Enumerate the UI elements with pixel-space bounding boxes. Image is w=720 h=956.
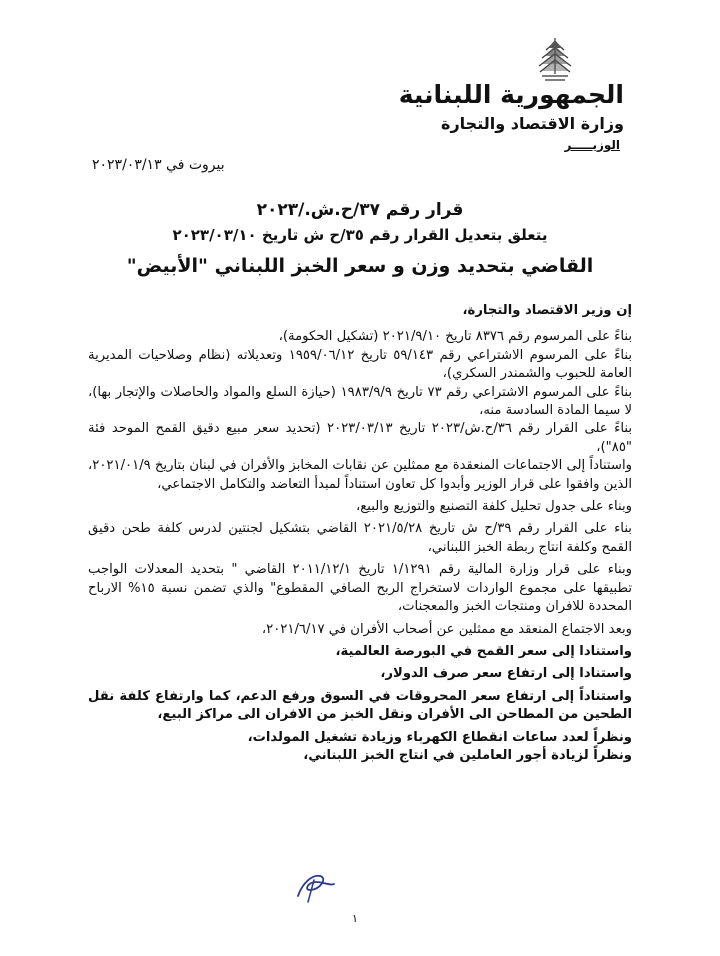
- clause: واستنادا إلى سعر القمح في البورصة العالمية،: [335, 643, 632, 659]
- decision-subject: القاضي بتحديد وزن و سعر الخبز اللبناني "الأبيض": [126, 255, 594, 277]
- clause: بناء على القرار رقم ٣٩/ح ش تاريخ ٢٠٢١/٥/٢٨ القاضي بتشكيل لجنتين لدرس كلفة طحن دقيق القمح وكلفة انتاج ربطة الخبز اللبناني،: [88, 521, 632, 555]
- clause: وبناء على قرار وزارة المالية رقم ١/١٢٩١ تاريخ ٢٠١١/١٢/١ القاضي " بتحديد المعدلات الواجب تطبيقها على مجموع الواردات لاستخراج الربح الصافي المقطوع" والذي تضمن نسبة ١٥% الارباح المحددة للافران ومنتجات الخبز والمعجنات،: [88, 562, 633, 615]
- clause: واستنادا إلى ارتفاع سعر صرف الدولار،: [380, 666, 632, 682]
- handwritten-signature-icon: [290, 866, 340, 906]
- clause: بناءً على المرسوم رقم ٨٣٧٦ تاريخ ٢٠٢١/٩/١٠ (تشكيل الحكومة)،: [278, 329, 632, 345]
- clause: وبناء على جدول تحليل كلفة التصنيع والتوزيع والبيع،: [356, 499, 632, 515]
- clause: بناءً على المرسوم الاشتراعي رقم ٧٣ تاريخ ١٩٨٣/٩/٩ (حيازة السلع والمواد والحاصلات والإتجار بها)، لا سيما المادة السادسة منه،: [88, 384, 632, 419]
- clause: ونظراً لعدد ساعات انقطاع الكهرباء وزيادة تشغيل المولدات،: [247, 729, 632, 745]
- clause: ونظراً لزيادة أجور العاملين في انتاج الخبز اللبناني،: [303, 747, 632, 763]
- clause: واستناداً إلى الاجتماعات المنعقدة مع ممثلين عن نقابات المخابز والأفران في لبنان بتاريخ ٢٠٢١/٠١/٩، الذين وافقوا على قرار الوزير وأبدوا كل تعاون استناداً لمبدأ التعاضد والتكامل الاجتماعي،: [88, 458, 632, 492]
- page-number: ١: [352, 912, 358, 925]
- place-date: بيروت في ٢٠٢٣/٠٣/١٣: [92, 157, 225, 173]
- clause: بناءً على القرار رقم ٣٦/ح.ش/٢٠٢٣ تاريخ ٢٠٢٣/٠٣/١٣ (تحديد سعر مبيع دقيق القمح الموحد فئة "٨٥")،: [88, 421, 633, 455]
- cedar-emblem-icon: [534, 34, 576, 82]
- ministry-name: وزارة الاقتصاد والتجارة: [441, 114, 624, 133]
- opening-line: إن وزير الاقتصاد والتجارة،: [462, 303, 632, 318]
- republic-title: الجمهورية اللبنانية: [398, 80, 624, 109]
- clause: وبعد الاجتماع المنعقد مع ممثلين عن أصحاب الأفران في ٢٠٢١/٦/١٧،: [261, 621, 632, 637]
- minister-label: الوزيـــــر: [564, 138, 620, 152]
- decision-amends: يتعلق بتعديل القرار رقم ٣٥/ح ش تاريخ ٢٠٢٣/٠٣/١٠: [172, 226, 548, 244]
- clause: واستناداً إلى ارتفاع سعر المحروقات في السوق ورفع الدعم، كما وارتفاع كلفة نقل الطحين من المطاحن الى الأفران ونقل الخبز من الافران الى مراكز البيع،: [88, 688, 632, 723]
- decision-number: قرار رقم ٣٧/ح.ش./٢٠٢٣: [256, 200, 464, 220]
- clause: بناءً على المرسوم الاشتراعي رقم ٥٩/١٤٣ تاريخ ١٩٥٩/٠٦/١٢ وتعديلاته (نظام وصلاحيات المديرية العامة للحبوب والشمندر السكري)،: [88, 347, 632, 382]
- decision-preamble: [88, 302, 632, 765]
